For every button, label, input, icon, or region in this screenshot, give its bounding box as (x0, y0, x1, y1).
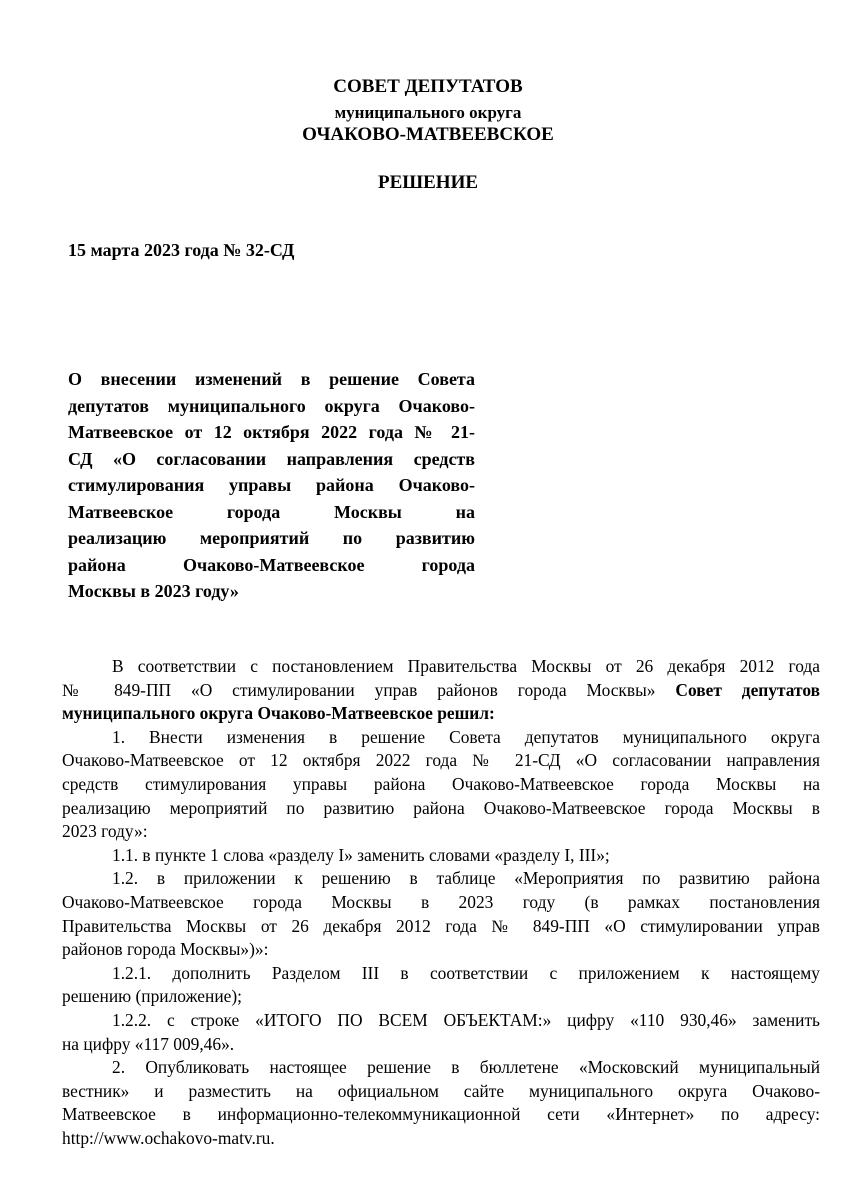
title-line: Матвеевское города Москвы на (68, 501, 475, 522)
paragraph-1-line: Очаково-Матвеевское от 12 октября 2022 года № 21-СД «О согласовании направления (62, 750, 820, 771)
paragraph-1-2-2-line: на цифру «117 009,46». (62, 1033, 235, 1054)
decision-date-number: 15 марта 2023 года № 32-СД (68, 240, 295, 260)
title-line: стимулирования управы района Очаково- (68, 475, 475, 495)
paragraph-1-2-line: Очаково-Матвеевское города Москвы в 2023 году (в рамках постановления (62, 891, 820, 912)
paragraph-1-line: 1. Внести изменения в решение Совета депутатов муниципального округа (112, 726, 820, 747)
decision-body (62, 655, 820, 1150)
title-line: района Очаково-Матвеевское города (68, 554, 475, 575)
title-line: депутатов муниципального округа Очаково- (68, 395, 475, 416)
paragraph-1-line: средств стимулирования управы района Очаково-Матвеевское города Москвы на (62, 773, 820, 794)
paragraph-1-1: 1.1. в пункте 1 слова «разделу I» заменить словами «разделу I, III»; (112, 844, 610, 865)
title-line: Матвеевское от 12 октября 2022 года № 21- (68, 422, 475, 442)
municipal-district-label: муниципального округа (334, 103, 522, 122)
preamble-line (62, 679, 820, 703)
paragraph-1-2-line: Правительства Москвы от 26 декабря 2012 года № 849-ПП «О стимулировании управ (62, 915, 820, 936)
paragraph-1-2-line: районов города Москвы»)»: (62, 939, 269, 960)
title-line: Москвы в 2023 году» (68, 581, 239, 601)
preamble-line (62, 702, 820, 726)
decision-title (68, 366, 475, 605)
paragraph-1-2-line: 1.2. в приложении к решению в таблице «Мероприятия по развитию района (112, 868, 820, 889)
paragraph-1-line: реализацию мероприятий по развитию района Очаково-Матвеевское города Москвы в (62, 797, 820, 818)
website-url: http://www.ochakovo-matv.ru. (62, 1127, 275, 1148)
paragraph-1-2-1-line: 1.2.1. дополнить Разделом III в соответствии с приложением к настоящему (112, 962, 820, 983)
paragraph-1-line: 2023 году»: (62, 821, 148, 842)
document-type: РЕШЕНИЕ (377, 172, 479, 193)
preamble-bold-text: муниципального округа Очаково-Матвеевское решил: (62, 703, 495, 724)
council-name: СОВЕТ ДЕПУТАТОВ (333, 76, 523, 97)
district-name: ОЧАКОВО-МАТВЕЕВСКОЕ (302, 124, 554, 145)
preamble-bold-text: Совет депутатов (675, 679, 820, 700)
title-line: О внесении изменений в решение Совета (68, 369, 475, 389)
title-line: СД «О согласовании направления средств (68, 448, 475, 469)
paragraph-2-line: 2. Опубликовать настоящее решение в бюллетене «Московский муниципальный (112, 1057, 820, 1078)
paragraph-2-line: Матвеевское в информационно-телекоммуникационной сети «Интернет» по адресу: (62, 1104, 820, 1125)
preamble-line: В соответствии с постановлением Правительства Москвы от 26 декабря 2012 года (112, 656, 820, 676)
preamble-text: № 849-ПП «О стимулировании управ районов города Москвы» (62, 679, 676, 700)
paragraph-2-line: вестник» и разместить на официальном сайте муниципального округа Очаково- (62, 1080, 820, 1101)
paragraph-1-2-2-line: 1.2.2. с строке «ИТОГО ПО ВСЕМ ОБЪЕКТАМ:» цифру «110 930,46» заменить (112, 1009, 820, 1030)
title-line: реализацию мероприятий по развитию (68, 528, 475, 548)
paragraph-1-2-1-line: решению (приложение); (62, 986, 242, 1007)
